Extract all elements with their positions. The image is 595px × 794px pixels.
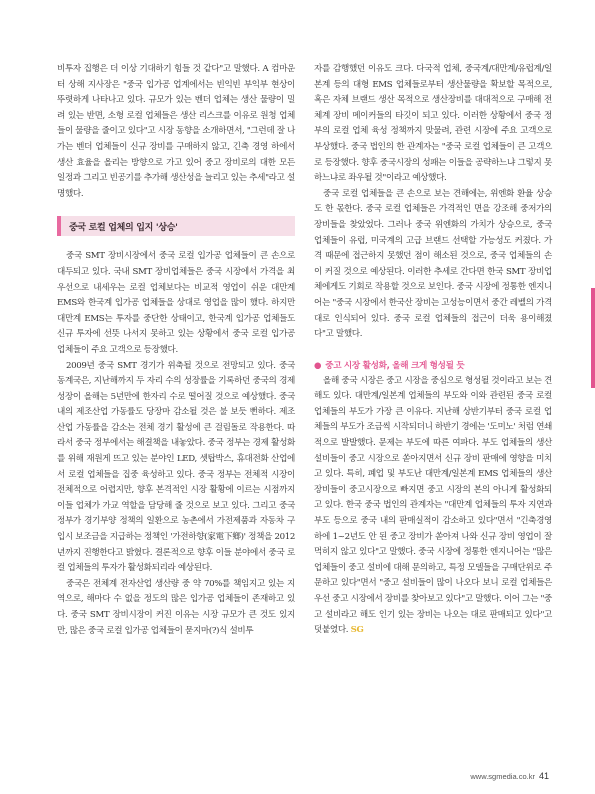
body-paragraph: 2009년 중국 SMT 경기가 위축될 것으로 전망되고 있다. 중국 동계국은, 지난해까지 두 자리 수의 성장률을 기록하던 중국의 경제 성장이 올해는 5년만에 한자리 수로 떨어질 것으로 예상했다. 중국 내의 제조산업 가동률도 당장마 감소될 것은 불 보듯 뻔하다. 제조산업 가동률을 감소는 전체 경기 활성에 큰 걸림돌로 작용한다. 따라서 중국 정부에서는 해결책을 내놓았다. 중국 정부는 경제 활성화를 위해 재원게 뜨고 있는 분야인 LED, 셋탑박스, 휴대전화 산업에서 로컬 업체들을 집중 육성하고 있다. 중국 정부는 전체적 시장이 전체적으로 어렵지만, 향후 본격적인 시장 활황에 이르는 시점까지 이들 업체가 가교 역할을 담당해 줄 것으로 보고 있다. 그리고 중국정부가 경기부양 정책의 일환으로 농촌에서 가전제품과 자동차 구입시 보조금을 지급하는 정책인 '가전하향(家電下鄉)' 정책을 2012년까지 진행한다고 밝혔다. 결론적으로 향후 이들 분야에서 중국 로컬 업체들의 투자가 활성화되리라 예상된다. [57, 360, 295, 574]
body-paragraph [314, 374, 552, 639]
body-paragraph: 자를 감행했던 이유도 크다. 다국적 업체, 중국계/대만계/유럽계/일본계 등의 대형 EMS 업체들로부터 생산물량을 확보할 목적으로, 혹은 자체 브랜드 생산 목적으로 생산장비를 대대적으로 구매해 전체계 장비 메이커들의 타깃이 되고 있다. 이러한 상황에서 중국 정부의 로컬 업체 육성 정책까지 맞물려, 관련 시장에 주요 고객으로 부상했다. 중국 법인의 한 관계자는 "중국 로컬 업체들이 큰 고객으로 등장했다. 향후 중국시장의 성패는 이들을 공략하느냐 그렇지 못하느냐로 좌우될 것"이라고 예상했다. [314, 64, 552, 184]
section-heading-box [57, 216, 295, 236]
paragraph-text: 올해 중국 시장은 중고 시장을 중심으로 형성될 것이라고 보는 견해도 있다. 대만계/일본계 업체들의 부도와 이와 관련된 중국 로컬업체들의 부도가 가장 큰 이유다. 지난해 상반기부터 중국 로컬 업체들의 부도가 조금씩 시작되더니 하반기 경에는 '도미노' 처럼 연쇄적으로 발발했다. 문제는 부도에 따른 여파다. 부도 업체들의 생산설비들이 중고 시장으로 쏟아지면서 신규 장비 판매에 영향을 미치고 있다. 특히, 폐업 및 부도난 대만계/일본계 EMS 업체들의 생산 장비들이 중고시장으로 빠지면 중고 시장의 본의 아니게 활성화되고 있다. 한국 중국 법인의 관계자는 "대만계 업체들의 투자 지연과 부도 등으로 중국 내의 판매실적이 감소하고 있다"면서 "긴축경영 하에 1~2년도 안 된 중고 장비가 쏟아져 나와 신규 장비 영업이 잘 먹히지 않고 있다"고 말했다. 중국 시장에 정통한 엔지니어는 "많은 업체들이 중고 설비에 대해 문의하고, 특정 모델들을 구매단위로 주문하고 있다"면서 "중고 설비들이 많이 나오다 보니 로컬 업체들은 우선 중고 시장에서 장비를 찾아보고 있다"고 말했다. 이어 그는 "중고 설비라고 해도 인기 있는 장비는 나오는 대로 판매되고 있다"고 덧붙였다. [314, 375, 552, 636]
section-heading: 중국 로컬 업체의 입지 '상승' [69, 222, 178, 233]
right-column [314, 62, 552, 639]
body-paragraph: 비투자 집행은 더 이상 기대하기 힘들 것 같다"고 말했다. A 컴마운터 상해 지사장은 "중국 입가공 업계에서는 빈익빈 부익부 현상이 뚜렷하게 나타나고 있다. 규모가 있는 벤더 업체는 생산 물량이 밀려 있는 반면, 소형 로컬 업체들은 생산 리스크를 이유로 원청 업체들이 물량을 줄이고 있다"고 시장 동향을 소개하면서, "그런데 잘 나가는 벤더 업체들이 신규 장비를 구매하지 않고, 긴축 경영 하에서 생산 효율을 올리는 방향으로 가고 있어 중고 장비로의 대한 모든 일정과 그리고 빈공기를 추가해 생산성을 늘리고 있는 추세"라고 설명했다. [57, 64, 295, 199]
page-number: 41 [538, 771, 549, 781]
body-paragraph: 중국 SMT 장비시장에서 중국 로컬 입가공 업체들이 큰 손으로 대두되고 있다. 국내 SMT 장비업체들은 중국 시장에서 가격을 최우선으로 내세우는 로컬 업체보다는 비교적 영업이 쉬운 대만계 EMS와 한국계 입가공 업체들을 상대로 영업을 많이 했다. 하지만 대만계 EMS는 투자를 중단한 상태이고, 한국계 입가공 업체들도 신규 투자에 선뜻 나서지 못하고 있는 상황에서 중국 로컬 입가공 업체들이 주요 고객으로 등장했다. [57, 251, 295, 355]
body-paragraph: 중국 로컬 업체들을 큰 손으로 보는 견해에는, 위엔화 환율 상승도 한 몫한다. 중국 로컬 업체들은 가격적인 면을 강조해 중저가의 장비들을 찾았었다. 그러나 중국 위엔화의 가치가 상승으로, 중국 업체들이 유럽, 미국계의 고급 브랜드 선택할 가능성도 커졌다. 가격 때문에 접근하지 못했던 점이 해소된 것으로, 중국 업체들의 손이 커질 것으로 예상된다. 이러한 추세로 간다면 한국 SMT 장비업체에게도 기회로 작용할 것으로 보인다. 중국 시장에 정통한 엔지니어는 "중국 시장에서 한국산 장비는 고성능이면서 중간 레벨의 가격대로 인식되어 있다. 중국 로컬 업체들의 접근이 더욱 용이해졌다"고 말했다. [314, 188, 552, 340]
left-column [57, 62, 295, 639]
bullet-icon: ● [314, 360, 322, 371]
side-tab-marker [591, 288, 595, 388]
subheading [314, 359, 552, 371]
subheading-text: 중고 시장 활성화, 올해 크게 형성될 듯 [325, 360, 465, 371]
body-paragraph: 중국은 전체계 전자산업 생산량 중 약 70%를 책임지고 있는 지역으로, 해마다 수 없을 정도의 많은 입가공 업체들이 존재하고 있다. 중국 SMT 장비시장이 커진 이유는 시장 규모가 큰 것도 있지만, 많은 중국 로컬 입가공 업체들이 묻지마(?)식 설비투 [57, 578, 295, 636]
footer-url: www.sgmedia.co.kr [470, 772, 535, 781]
end-mark-icon: SG [350, 625, 364, 636]
page-footer [470, 771, 549, 781]
